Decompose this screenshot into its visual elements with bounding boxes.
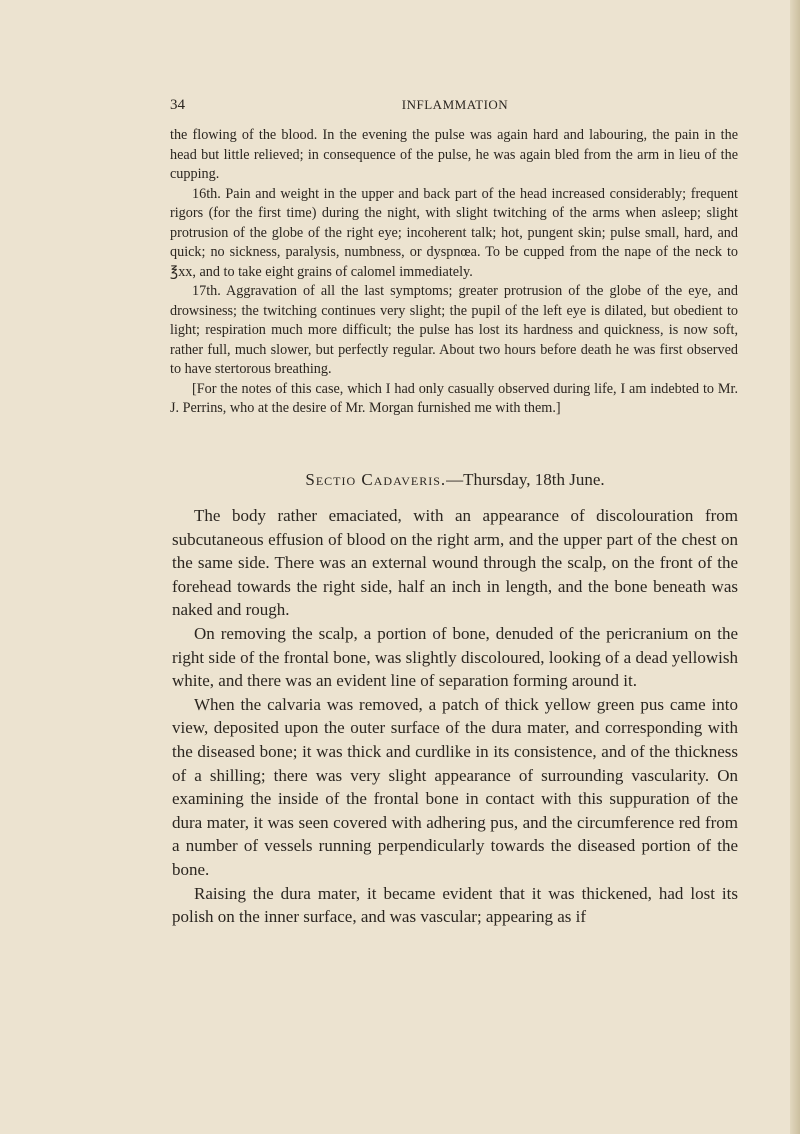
page-header bbox=[170, 97, 740, 117]
section-heading-title: Sectio Cadaveris. bbox=[305, 470, 447, 489]
case-notes bbox=[170, 126, 738, 419]
post-mortem-paragraph: On removing the scalp, a portion of bone, denuded of the pericranium on the right side of the frontal bone, was slightly discoloured, looking of a dead yellowish white, and there was an evident line of separation forming around it. bbox=[172, 623, 738, 691]
page-edge bbox=[790, 0, 800, 1134]
page-number: 34 bbox=[170, 97, 185, 113]
case-note-footnote: [For the notes of this case, which I had only casually observed during life, I am indebted to Mr. J. Perrins, who at the desire of Mr. Morgan furnished me with them.] bbox=[170, 380, 738, 416]
post-mortem-paragraph: Raising the dura mater, it became evident that it was thickened, had lost its polish on the inner surface, and was vascular; appearing as if bbox=[172, 883, 738, 927]
post-mortem-paragraph: When the calvaria was removed, a patch of thick yellow green pus came into view, deposited upon the outer surface of the dura mater, and corresponding with the diseased bone; it was thick and curdlike in its consistence, and of the thickness of a shilling; there was very slight appearance of surrounding vascularity. On examining the inside of the frontal bone in contact with this suppuration of the dura mater, it was seen covered with adhering pus, and the circumference red from a number of vessels running perpendicularly towards the diseased portion of the bone. bbox=[172, 694, 738, 879]
post-mortem-text bbox=[172, 504, 738, 929]
post-mortem-paragraph: The body rather emaciated, with an appearance of discolouration from subcutaneous effusion of blood on the right arm, and the upper part of the chest on the same side. There was an external wound through the scalp, on the front of the forehead towards the right side, half an inch in length, and the bone beneath was naked and rough. bbox=[172, 506, 738, 620]
case-note-paragraph: 16th. Pain and weight in the upper and back part of the head increased considerably; frequent rigors (for the first time) during the night, with slight twitching of the arms when asleep; slight protrusion of the globe of the right eye; incoherent talk; hot, pungent skin; pulse small, hard, and quick; no sickness, paralysis, numbness, or dyspnœa. To be cupped from the nape of the neck to ℥xx, and to take eight grains of calomel immediately. bbox=[170, 185, 738, 280]
case-note-paragraph: 17th. Aggravation of all the last symptoms; greater protrusion of the globe of the eye, and drowsiness; the twitching continues very slight; the pupil of the left eye is dilated, but obedient to light; respiration much more difficult; the pulse has lost its hardness and quickness, is now soft, rather full, much slower, but perfectly regular. About two hours before death he was first observed to have stertorous breathing. bbox=[170, 283, 738, 377]
section-heading bbox=[170, 470, 740, 490]
section-heading-date: —Thursday, 18th June. bbox=[446, 470, 605, 489]
case-note-paragraph: the flowing of the blood. In the evening the pulse was again hard and labouring, the pain in the head but little relieved; in consequence of the pulse, he was again bled from the arm in lieu of the cupping. bbox=[170, 127, 738, 182]
running-title: INFLAMMATION bbox=[401, 97, 509, 112]
